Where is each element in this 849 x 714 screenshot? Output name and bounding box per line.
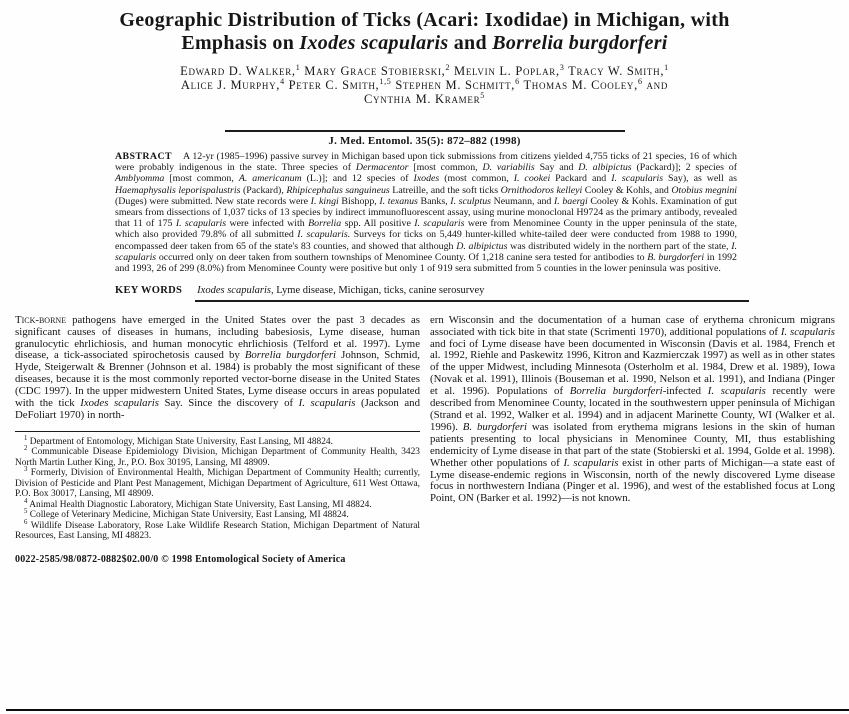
- authors: [0, 64, 849, 106]
- footnote: $^2$ Communicable Disease Epidemiology Division, Michigan Department of Community Health, 3423 North Martin Luther King, Jr., P.O. Box 30195, Lansing, MI 48909.: [15, 445, 420, 468]
- article-title-line-2: Emphasis on Ixodes scapularis and Borrelia burgdorferi: [181, 32, 668, 54]
- abstract-text: A 12-yr (1985–1996) passive survey in Michigan based upon tick submissions from citizens yielded 4,755 ticks of 21 species, 16 of which were probably indigenous in the state. Three species of Dermacentor [most common, D. variabilis Say and D. albipictus (Packard)]; 2 species of Amblyomma [most common, A. americanum (L.)]; and 12 species of Ixodes (most common, I. cookei Packard and I. scapularis Say), as well as Haemaphysalis leporispalustris (Packard), Rhipicephalus sanguineus Latreille, and the soft ticks Ornithodoros kelleyi Cooley & Kohls, and Otobius megnini (Duges) were submitted. New state records were I. kingi Bishopp, I. texanus Banks, I. sculptus Neumann, and I. baergi Cooley & Kohls. Examination of gut smears from dissections of 1,037 ticks of 13 species by indirect immunofluorescent assay, using murine monoclonal H9724 as the primary antibody, revealed that 11 of 175 I. scapularis were infected with Borrelia spp. All positive I. scapularis were from Menominee County in the upper peninsula of the state, which also provided 79.8% of all submitted I. scapularis. Surveys for ticks on 5,449 hunter-killed white-tailed deer were conducted from 1988 to 1990, encompassed deer taken from 65 of the state's 83 counties, and showed that although D. albipictus was distributed widely in the northern part of the state, I. scapularis occurred only on deer taken from southern townships of Menominee County. Of 1,218 canine sera tested for antibodies to B. burgdorferi in 1992 and 1993, 26 of 299 (8.0%) from Menominee County were positive but only 1 of 919 sera submitted from 5 counties in the lower peninsula was positive.: [115, 151, 738, 275]
- left-column: [15, 315, 420, 542]
- abstract: [115, 151, 737, 274]
- abstract-label: ABSTRACT: [115, 151, 172, 162]
- bottom-scan-line: [6, 709, 849, 711]
- footnote: $^4$ Animal Health Diagnostic Laboratory, Michigan State University, East Lansing, MI 48824.: [24, 497, 372, 510]
- footnote-number: 5: [24, 508, 28, 516]
- issn-footer: 0022-2585/98/0872-0882$02.00/0 © 1998 Entomological Society of America: [15, 553, 346, 565]
- keywords-divider-rule: [195, 300, 749, 302]
- footnote: $^5$ College of Veterinary Medicine, Michigan State University, East Lansing, MI 48824.: [24, 508, 349, 521]
- footnote: $^3$ Formerly, Division of Environmental Health, Michigan Department of Community Health; currently, Division of Pesticide and Plant Pest Management, Michigan Department of Agriculture, 611 West Ottawa, P.O. Box 30017, Lansing, MI 48909.: [15, 466, 420, 500]
- keywords: [115, 285, 737, 296]
- footnote-number: 4: [24, 497, 28, 505]
- continuation-paragraph: ern Wisconsin and the documentation of a human case of erythema chronicum migrans associated with tick bite in that state (Scrimenti 1970), additional populations of I. scapularis and foci of Lyme disease have been documented in Wisconsin (Davis et al. 1984, French et al. 1992, Riehle and Paskewitz 1996, Kitron and Kazmierczak 1997) as well as in other states of the upper Midwest, including Minnesota (Osterholm et al. 1984, Drew et al. 1989), Iowa (Novak et al. 1991), Illinois (Bouseman et al. 1990, Nelson et al. 1991), and Indiana (Pinger et al. 1996). Populations of Borrelia burgdorferi-infected I. scapularis recently were described from Menominee County, located in the southwestern upper peninsula of Michigan (Strand et al. 1992, Walker et al. 1994) and in adjacent Marinette County, WI (Walker et al. 1996). B. burgdorferi was isolated from erythema migrans lesions in the skin of human patients presenting to local physicians in Menominee County, MI, thus establishing endemicity of Lyme disease in that part of the state (Stobierski et al. 1994, Golde et al. 1998). Whether other populations of I. scapularis exist in other parts of Michigan—a state east of Lyme disease-endemic regions in Wisconsin, north of the newly discovered Lyme disease focus in northwestern Indiana (Pinger et al. 1996), and west of the established focus at Long Point, ON (Barker et al. 1992)—is not known.: [430, 313, 835, 505]
- authors-line-3: Cynthia M. Kramer$^5$: [364, 90, 485, 106]
- footnote-separator-rule: [15, 431, 420, 432]
- keywords-text: Ixodes scapularis, Lyme disease, Michigan, ticks, canine serosurvey: [197, 285, 485, 297]
- footnote-number: 3: [24, 466, 28, 474]
- body-columns: [15, 315, 835, 542]
- footnote: $^1$ Department of Entomology, Michigan State University, East Lansing, MI 48824.: [24, 434, 333, 447]
- footnote: $^6$ Wildlife Disease Laboratory, Rose Lake Wildlife Research Station, Michigan Department of Natural Resources, East Lansing, MI 48823.: [15, 518, 420, 542]
- article-title: [0, 0, 849, 55]
- footnote-number: 6: [24, 518, 28, 526]
- journal-citation: J. Med. Entomol. 35(5): 872–882 (1998): [328, 135, 521, 147]
- authors-line-1: Edward D. Walker,$^1$ Mary Grace Stobierski,$^2$ Melvin L. Poplar,$^3$ Tracy W. Smith,$^1$: [180, 62, 669, 78]
- footnotes: [15, 434, 420, 542]
- footnote-number: 1: [24, 434, 28, 442]
- article-title-line-1: Geographic Distribution of Ticks (Acari: Ixodidae) in Michigan, with: [119, 9, 730, 31]
- title-divider-rule: [225, 130, 625, 132]
- keywords-label: KEY WORDS: [115, 285, 183, 297]
- footnote-number: 2: [24, 445, 28, 453]
- intro-paragraph: Tick-borne pathogens have emerged in the United States over the past 3 decades as significant causes of diseases in humans, including babesiosis, Lyme disease, human granulocytic ehrlichiosis, and human monocytic ehrlichiosis (Telford et al. 1997). Lyme disease, a tick-associated spirochetosis caused by Borrelia burgdorferi Johnson, Schmid, Hyde, Steigerwalt & Brenner (Johnson et al. 1984) is probably the most significant of these diseases, because it is the most commonly reported vector-borne disease in the United States (CDC 1997). In the upper midwestern United States, Lyme disease occurs in areas populated with the tick Ixodes scapularis Say. Since the discovery of I. scapularis (Jackson and DeFoliart 1970) in north-: [15, 313, 420, 421]
- right-column: [430, 315, 835, 542]
- authors-line-2: Alice J. Murphy,$^4$ Peter C. Smith,$^{1,5}$ Stephen M. Schmitt,$^6$ Thomas M. Cooley,$^6$ and: [180, 76, 669, 92]
